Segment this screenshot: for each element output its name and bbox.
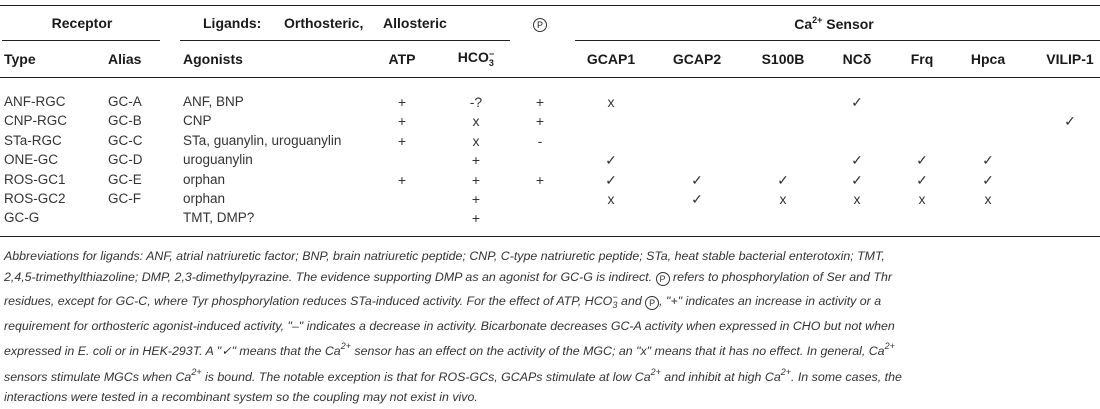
footnote-line-4: requirement for orthosteric agonist-induced activity, "–" indicates a decrease in activity. Bicarbonate decreases GC-A activity when expressed in CHO but not when	[4, 318, 895, 333]
cell-alias: GC-D	[108, 152, 143, 168]
cell-hco3: +	[471, 191, 481, 207]
cell-p: +	[535, 113, 545, 130]
cell-alias: GC-F	[108, 191, 141, 206]
cell-hpca: x	[984, 191, 992, 207]
cell-agonists: TMT, DMP?	[183, 210, 255, 226]
footnote	[4, 246, 1094, 408]
cell-agonists: orphan	[183, 191, 226, 206]
cell-ncd: x	[853, 191, 861, 207]
group-orthosteric: Orthosteric,	[284, 15, 364, 31]
group-receptor: Receptor	[51, 15, 113, 31]
col-s100b: S100B	[761, 51, 805, 67]
phospho-icon: P	[656, 272, 670, 286]
col-agonists: Agonists	[183, 51, 243, 67]
col-alias: Alias	[108, 51, 142, 67]
col-hco3: $HCO_3^-$	[457, 49, 495, 68]
cell-hco3: +	[471, 171, 481, 188]
footnote-line-1: Abbreviations for ligands: ANF, atrial natriuretic factor; BNP, brain natriuretic peptide; CNP, C-type natriuretic peptide; STa, heat stable bacterial enterotoxin; TMT,	[4, 249, 885, 263]
phospho-icon: P	[645, 296, 659, 310]
group-ca-sensor: $Ca^{2+}$ Sensor	[794, 15, 874, 32]
footnote-line-5: expressed in E. coli or in HEK-293T. A "✓" means that the $Ca^{2+}$ sensor has an effect on the activity of the MGC; an "x" means that it has no effect. In general, $Ca^{2+}$	[4, 341, 895, 358]
cell-hco3: +	[471, 152, 481, 169]
cell-frq: x	[918, 191, 926, 207]
col-atp: ATP	[388, 51, 416, 67]
col-ncd: NCδ	[842, 51, 872, 67]
cell-hco3: x	[472, 132, 480, 149]
ligand-group-rule	[180, 40, 510, 41]
header-rule	[0, 77, 1100, 78]
cell-agonists: ANF, BNP	[183, 94, 244, 109]
cell-gcap2: ✓	[691, 191, 703, 207]
cell-hco3: x	[472, 113, 480, 130]
bottom-rule	[0, 236, 1100, 237]
col-gcap1: GCAP1	[586, 51, 636, 67]
footnote-line-2: 2,4,5-trimethylthiazoline; DMP, 2,3-dimethylpyrazine. The evidence supporting DMP as an agonist for GC-G is indirect. P refers to phosphorylation of Ser and Thr	[4, 269, 892, 284]
cell-p: +	[535, 94, 545, 110]
cell-ncd: ✓	[851, 94, 863, 110]
group-ligands: Ligands:	[203, 15, 262, 31]
top-rule	[0, 5, 1100, 6]
col-frq: Frq	[910, 51, 934, 67]
cell-alias: GC-E	[108, 171, 142, 187]
cell-gcap1: ✓	[605, 171, 617, 188]
cell-ncd: ✓	[851, 171, 863, 188]
footnote-line-6: sensors stimulate MGCs when $Ca^{2+}$ is bound. The notable exception is that for ROS-GCs, GCAPs stimulate at low $Ca^{2+}$ and inhibit at high $Ca^{2+}$. In some cases, the	[4, 366, 902, 384]
cell-frq: ✓	[916, 171, 928, 188]
cell-alias: GC-A	[108, 94, 142, 109]
cell-type: ROS-GC2	[4, 191, 66, 206]
cell-atp: +	[397, 171, 407, 188]
cell-hpca: ✓	[982, 152, 994, 169]
cell-gcap1: x	[607, 94, 615, 110]
cell-alias: GC-C	[108, 132, 143, 148]
phospho-icon: P	[533, 15, 547, 32]
cell-s100b: ✓	[777, 171, 789, 188]
cell-gcap2: ✓	[691, 171, 703, 188]
cell-p: -	[537, 132, 543, 149]
group-allosteric: Allosteric	[383, 15, 447, 31]
cell-ncd: ✓	[851, 152, 863, 169]
cell-agonists: uroguanylin	[183, 152, 253, 168]
cell-agonists: STa, guanylin, uroguanylin	[183, 132, 342, 148]
cell-frq: ✓	[916, 152, 928, 169]
footnote-line-3: residues, except for GC-C, where Tyr phosphorylation reduces STa-induced activity. For the effect of ATP, $HCO_3^-$ and P , "+" indicates an increase in activity or a	[4, 292, 882, 310]
col-gcap2: GCAP2	[672, 51, 722, 67]
cell-gcap1: x	[607, 191, 615, 207]
cell-type: ANF-RGC	[4, 94, 66, 109]
cell-type: GC-G	[4, 210, 40, 226]
cell-hco3: +	[471, 210, 481, 227]
sensor-group-rule	[575, 40, 1100, 41]
cell-atp: +	[397, 94, 407, 110]
cell-vilip: ✓	[1064, 113, 1076, 130]
cell-type: CNP-RGC	[4, 113, 67, 129]
col-hpca: Hpca	[970, 51, 1006, 67]
cell-atp: +	[397, 132, 407, 149]
col-vilip: VILIP-1	[1046, 51, 1094, 67]
cell-s100b: x	[779, 191, 787, 207]
cell-hco3: -?	[469, 94, 483, 110]
cell-atp: +	[397, 113, 407, 130]
cell-hpca: ✓	[982, 171, 994, 188]
receptor-group-rule	[2, 40, 160, 41]
cell-gcap1: ✓	[605, 152, 617, 169]
cell-agonists: orphan	[183, 171, 226, 187]
cell-p: +	[535, 171, 545, 188]
cell-type: STa-RGC	[4, 132, 62, 148]
cell-type: ROS-GC1	[4, 171, 66, 187]
cell-alias: GC-B	[108, 113, 142, 129]
cell-agonists: CNP	[183, 113, 212, 129]
cell-type: ONE-GC	[4, 152, 58, 168]
footnote-line-7: interactions were tested in a recombinant system so the coupling may not exist in vivo.	[4, 390, 478, 404]
col-type: Type	[4, 51, 36, 67]
